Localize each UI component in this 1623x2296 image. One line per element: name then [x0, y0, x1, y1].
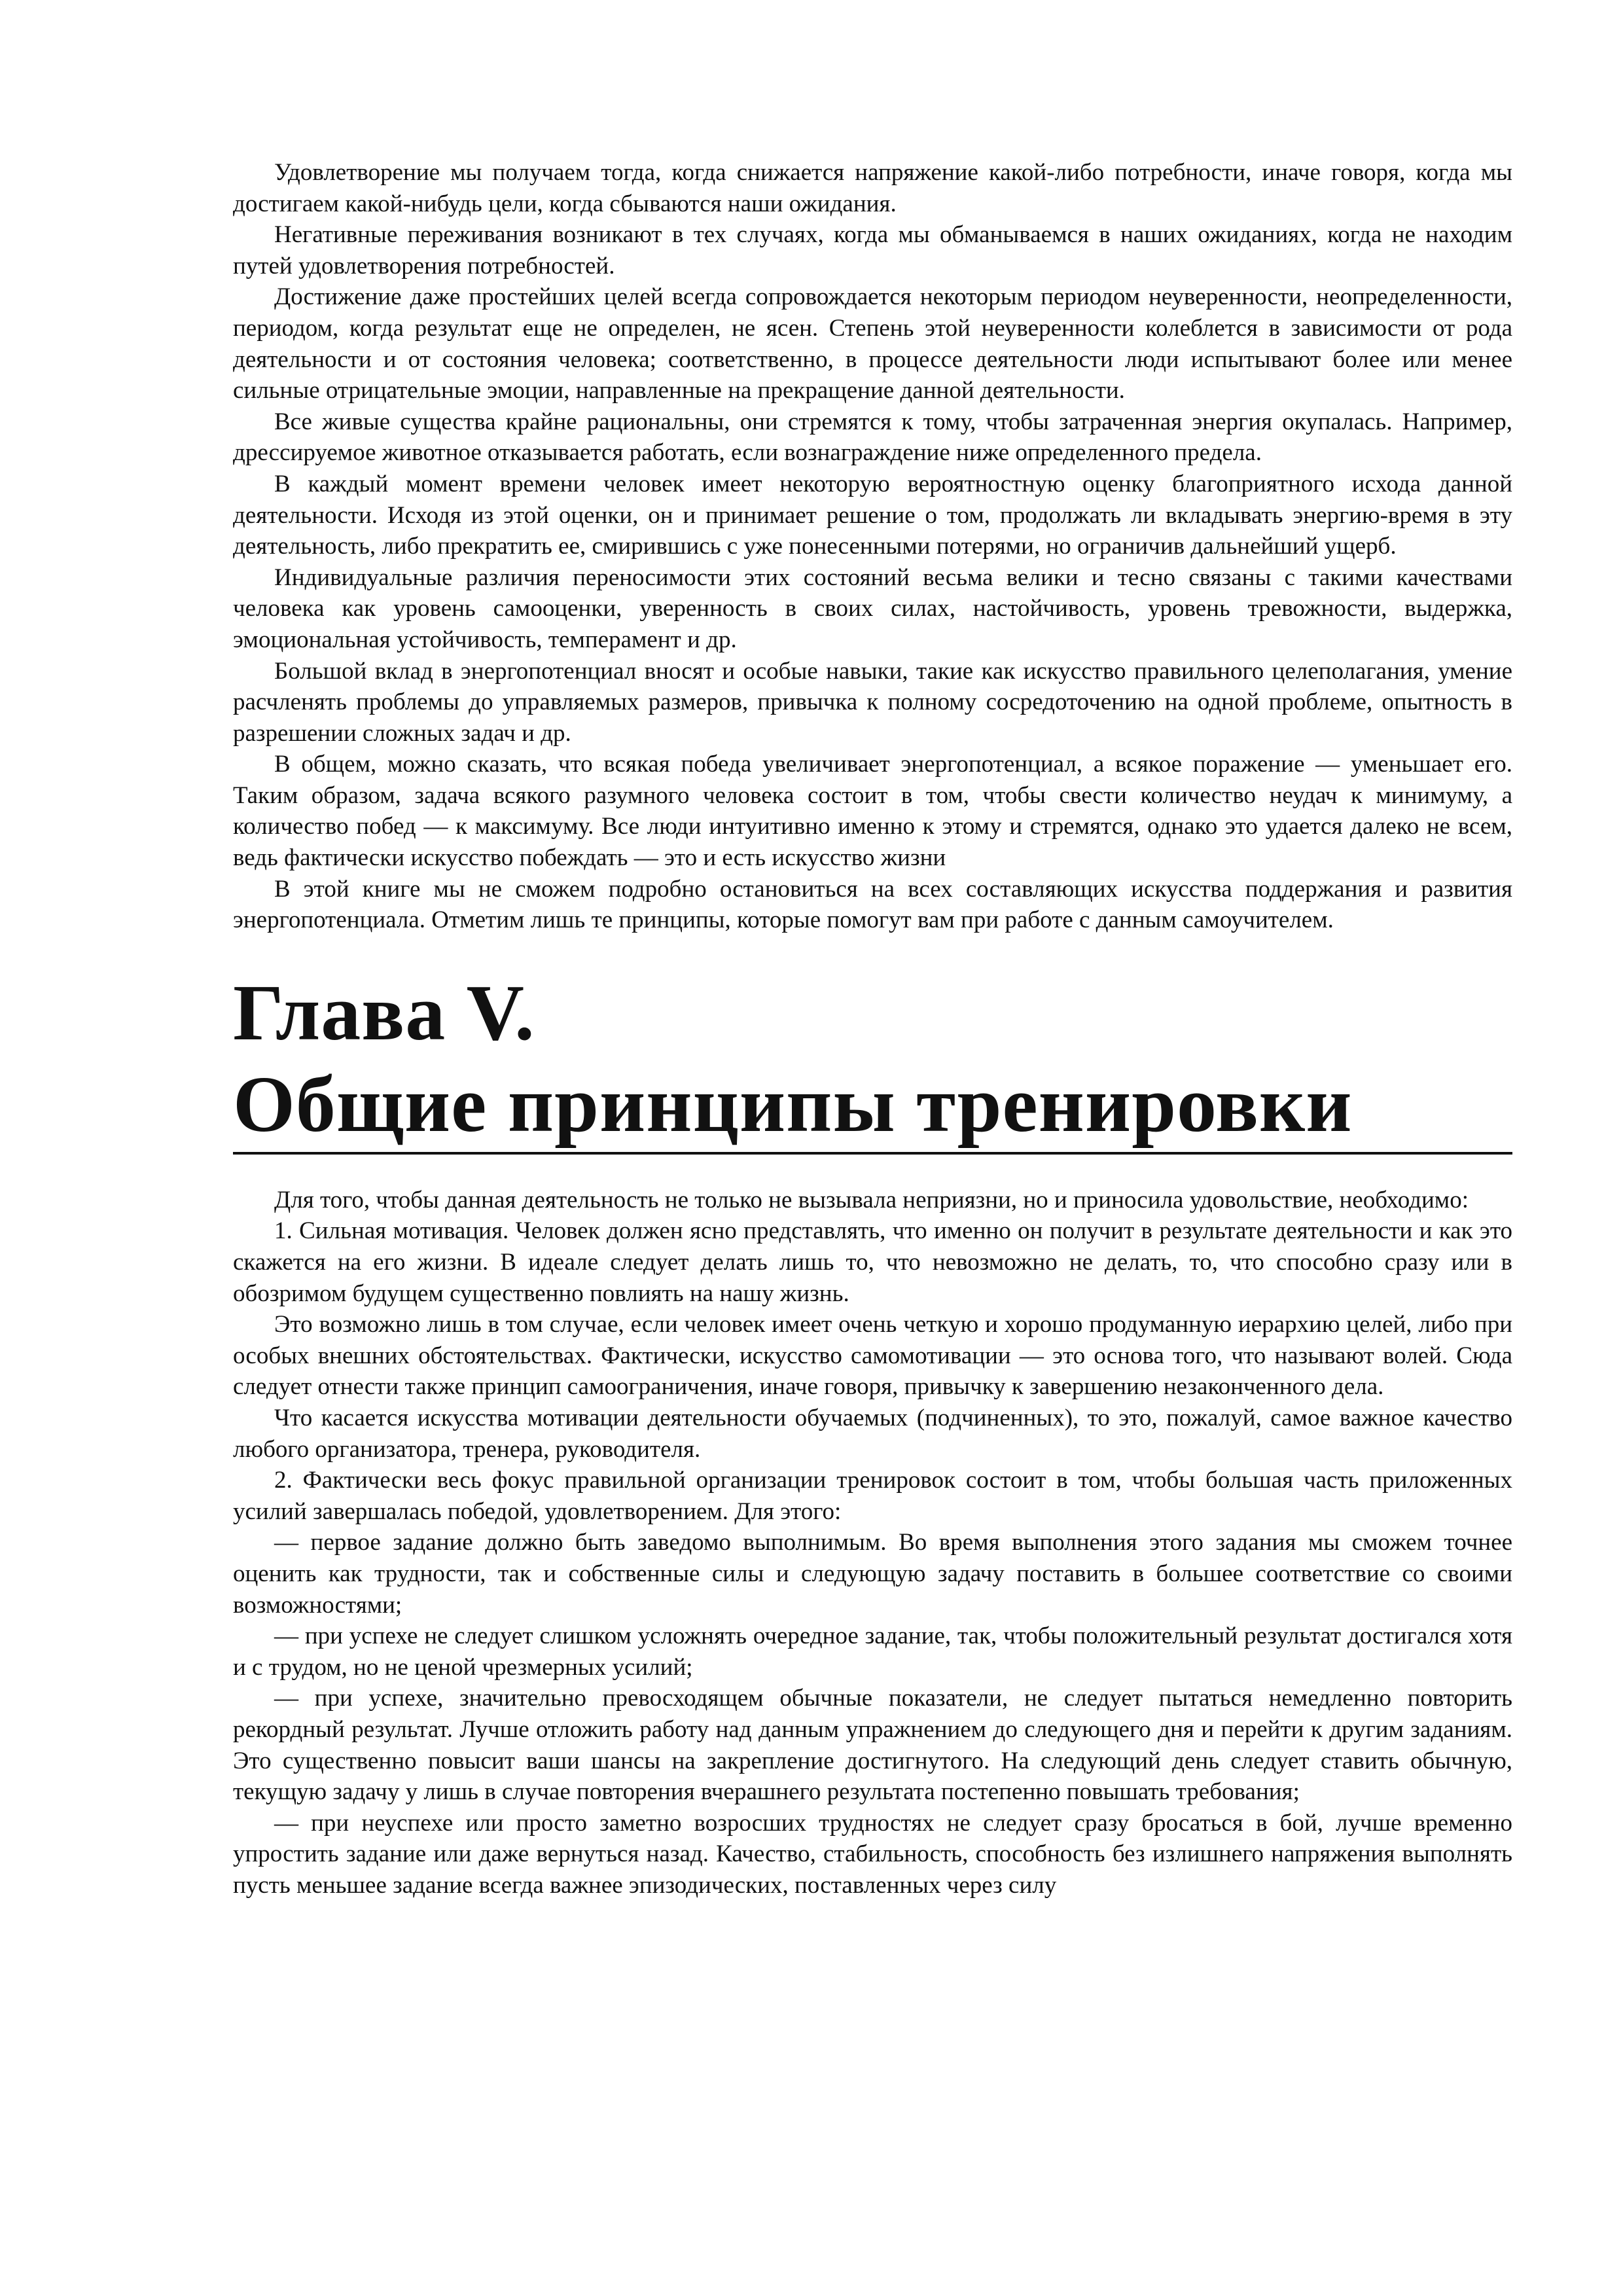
- document-page: [233, 157, 1512, 1901]
- paragraph: Негативные переживания возникают в тех случаях, когда мы обманываемся в наших ожиданиях, когда не находим путей удовлетворения потребностей.: [233, 221, 1512, 279]
- paragraph: Для того, чтобы данная деятельность не только не вызывала неприязни, но и приносила удовольствие, необходимо:: [274, 1186, 1469, 1213]
- list-item: — при неуспехе или просто заметно возросших трудностях не следует сразу бросаться в бой, лучше временно упростить задание или даже вернуться назад. Качество, стабильность, способность без излишнего напряжения выполнять пусть меньшее задание всегда важнее эпизодических, поставленных через силу: [233, 1809, 1512, 1899]
- paragraph: В этой книге мы не сможем подробно остановиться на всех составляющих искусства поддержания и развития энергопотенциала. Отметим лишь те принципы, которые помогут вам при работе с данным самоучителем.: [233, 875, 1512, 934]
- paragraph: В общем, можно сказать, что всякая победа увеличивает энергопотенциал, а всякое поражение — уменьшает его. Таким образом, задача всякого разумного человека состоит в том, чтобы свести количество неудач к минимуму, а количество побед — к максимуму. Все люди интуитивно именно к этому и стремятся, однако это удается далеко не всем, ведь фактически искусство побеждать — это и есть искусство жизни: [233, 751, 1512, 872]
- chapter-heading: [233, 967, 1512, 1155]
- paragraph: Все живые существа крайне рациональны, они стремятся к тому, чтобы затраченная энергия окупалась. Например, дрессируемое животное отказывается работать, если вознаграждение ниже определенного предела.: [233, 408, 1512, 467]
- paragraph: 2. Фактически весь фокус правильной организации тренировок состоит в том, чтобы большая часть приложенных усилий завершалась победой, удовлетворением. Для этого:: [233, 1467, 1512, 1525]
- paragraph: Что касается искусства мотивации деятельности обучаемых (подчиненных), то это, пожалуй, самое важное качество любого организатора, тренера, руководителя.: [233, 1405, 1512, 1463]
- chapter-number: Глава V.: [233, 968, 535, 1057]
- paragraph: Достижение даже простейших целей всегда сопровождается некоторым периодом неуверенности, неопределенности, периодом, когда результат еще не определен, не ясен. Степень этой неуверенности колеблется в зависимости от рода деятельности и от состояния человека; соответственно, в процессе деятельности люди испытывают более или менее сильные отрицательные эмоции, направленные на прекращение данной деятельности.: [233, 283, 1512, 404]
- paragraph: 1. Сильная мотивация. Человек должен ясно представлять, что именно он получит в результате деятельности и как это скажется на его жизни. В идеале следует делать лишь то, что невозможно не делать, то, что способно сразу или в обозримом будущем существенно повлиять на нашу жизнь.: [233, 1217, 1512, 1307]
- paragraph: Это возможно лишь в том случае, если человек имеет очень четкую и хорошо продуманную иерархию целей, либо при особых внешних обстоятельствах. Фактически, искусство самомотивации — это основа того, что называют волей. Сюда следует отнести также принцип самоограничения, иначе говоря, привычку к завершению незаконченного дела.: [233, 1311, 1512, 1401]
- paragraph: Индивидуальные различия переносимости этих состояний весьма велики и тесно связаны с такими качествами человека как уровень самооценки, уверенность в своих силах, настойчивость, уровень тревожности, выдержка, эмоциональная устойчивость, темперамент и др.: [233, 564, 1512, 653]
- heading-underline: [233, 1152, 1512, 1155]
- paragraph: Удовлетворение мы получаем тогда, когда снижается напряжение какой-либо потребности, иначе говоря, когда мы достигаем какой-нибудь цели, когда сбываются наши ожидания.: [233, 159, 1512, 217]
- list-item: — первое задание должно быть заведомо выполнимым. Во время выполнения этого задания мы сможем точнее оценить как трудности, так и собственные силы и следующую задачу поставить в большее соответствие со своими возможностями;: [233, 1529, 1512, 1619]
- list-item: — при успехе не следует слишком усложнять очередное задание, так, чтобы положительный результат достигался хотя и с трудом, но не ценой чрезмерных усилий;: [233, 1623, 1512, 1681]
- paragraph: В каждый момент времени человек имеет некоторую вероятностную оценку благоприятного исхода данной деятельности. Исходя из этой оценки, он и принимает решение о том, продолжать ли вкладывать энергию-время в эту деятельность, либо прекратить ее, смирившись с уже понесенными потерями, но ограничив дальнейший ущерб.: [233, 470, 1512, 560]
- list-item: — при успехе, значительно превосходящем обычные показатели, не следует пытаться немедленно повторить рекордный результат. Лучше отложить работу над данным упражнением до следующего дня и перейти к другим заданиям. Это существенно повысит ваши шансы на закрепление достигнутого. На следующий день следует ставить обычную, текущую задачу у лишь в случае повторения вчерашнего результата постепенно повышать требования;: [233, 1685, 1512, 1806]
- chapter-title: Общие принципы тренировки: [233, 1060, 1353, 1149]
- paragraph: Большой вклад в энергопотенциал вносят и особые навыки, такие как искусство правильного целеполагания, умение расчленять проблемы до управляемых размеров, привычка к полному сосредоточению на одной проблеме, опытность в разрешении сложных задач и др.: [233, 657, 1512, 747]
